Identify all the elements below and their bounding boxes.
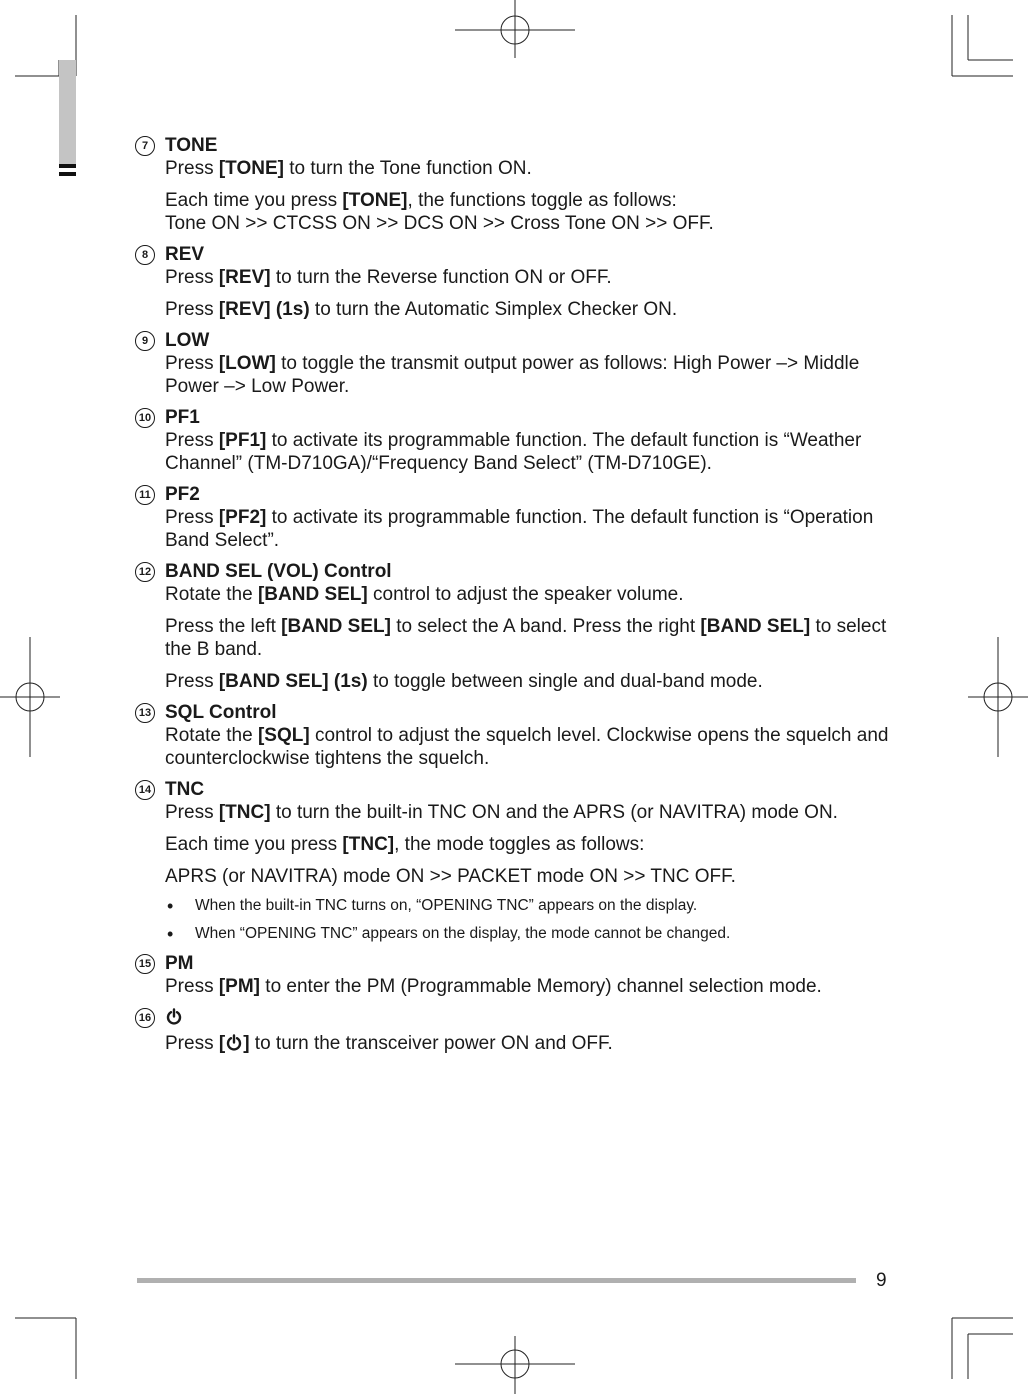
- text-run: Press: [165, 158, 219, 179]
- note-bullet: • When the built-in TNC turns on, “OPENING TNC” appears on the display.: [165, 896, 895, 916]
- item-paragraph: [165, 189, 895, 212]
- text-run: to select the A band. Press the right: [390, 616, 701, 637]
- item-paragraph: [165, 1032, 895, 1058]
- text-run: Tone ON >> CTCSS ON >> DCS ON >> Cross Tone ON >> OFF.: [165, 213, 714, 234]
- text-run: control to adjust the squelch level. Clockwise opens the squelch and counterclockwise tightens the squelch.: [165, 725, 889, 769]
- item-paragraph: [165, 975, 895, 998]
- list-item: [135, 701, 895, 770]
- text-run: Press: [165, 671, 219, 692]
- text-run: Press: [165, 1033, 219, 1054]
- item-number-badge: 14: [135, 780, 155, 800]
- list-item: [135, 778, 895, 944]
- section-tab: [59, 60, 76, 164]
- text-run: Press: [165, 507, 219, 528]
- key-label: [BAND SEL]: [700, 616, 811, 637]
- text-run: to enter the PM (Programmable Memory) channel selection mode.: [260, 976, 822, 997]
- footer-rule: [137, 1278, 856, 1283]
- item-title: LOW: [165, 330, 210, 351]
- text-run: to turn the Reverse function ON or OFF.: [270, 267, 612, 288]
- text-run: to turn the transceiver power ON and OFF.: [249, 1033, 613, 1054]
- key-label: [LOW]: [218, 353, 276, 374]
- item-paragraph: [165, 506, 895, 552]
- text-run: Press: [165, 353, 219, 374]
- text-run: Press the left: [165, 616, 282, 637]
- item-title: SQL Control: [165, 702, 277, 723]
- text-run: APRS (or NAVITRA) mode ON >> PACKET mode ON >> TNC OFF.: [165, 866, 736, 887]
- item-number-badge: 13: [135, 703, 155, 723]
- list-item: [135, 243, 895, 321]
- item-title: BAND SEL (VOL) Control: [165, 561, 392, 582]
- item-paragraph: [165, 724, 895, 770]
- item-paragraph: [165, 157, 895, 180]
- key-label: [BAND SEL]: [257, 584, 368, 605]
- list-item: [135, 329, 895, 398]
- key-label: [PF2]: [218, 507, 267, 528]
- item-title: TNC: [165, 779, 205, 800]
- item-title: REV: [165, 244, 205, 265]
- text-run: to activate its programmable function. The default function is “Weather Channel” (TM-D710GA)/“Frequency Band Select” (TM-D710GE).: [165, 430, 862, 474]
- page-number: 9: [876, 1270, 887, 1291]
- item-paragraph: [165, 833, 895, 856]
- key-label: [TONE]: [218, 158, 284, 179]
- item-paragraph: [165, 801, 895, 824]
- power-icon: [165, 1008, 183, 1032]
- list-item: [135, 560, 895, 693]
- item-paragraph: [165, 865, 895, 888]
- item-paragraph: [165, 298, 895, 321]
- section-tab-mark: [59, 164, 76, 168]
- item-number-badge: 15: [135, 954, 155, 974]
- text-run: to turn the Tone function ON.: [283, 158, 532, 179]
- item-number-badge: 16: [135, 1008, 155, 1028]
- key-label: [TNC]: [218, 802, 271, 823]
- key-label: [SQL]: [257, 725, 310, 746]
- item-title: PF1: [165, 407, 200, 428]
- key-label: [REV] (1s): [218, 299, 310, 320]
- section-tab-mark: [59, 172, 76, 176]
- item-number-badge: 11: [135, 485, 155, 505]
- item-title: [165, 1006, 895, 1032]
- key-label: [TNC]: [342, 834, 395, 855]
- item-number-badge: 8: [135, 245, 155, 265]
- text-run: Each time you press: [165, 190, 343, 211]
- text-run: Press: [165, 430, 219, 451]
- item-number-badge: 12: [135, 562, 155, 582]
- item-paragraph: [165, 670, 895, 693]
- text-run: to activate its programmable function. The default function is “Operation Band Select”.: [165, 507, 874, 551]
- item-title: PF2: [165, 484, 200, 505]
- item-paragraph: [165, 266, 895, 289]
- item-title: TONE: [165, 135, 218, 156]
- key-label: [: [218, 1033, 226, 1054]
- key-label: [PM]: [218, 976, 261, 997]
- text-run: to select the B band.: [165, 616, 887, 660]
- item-paragraph: [165, 212, 895, 235]
- list-item: [135, 406, 895, 475]
- list-item: [135, 1006, 895, 1058]
- list-item: [135, 952, 895, 998]
- text-run: Press: [165, 267, 219, 288]
- text-run: Rotate the: [165, 725, 258, 746]
- text-run: Each time you press: [165, 834, 343, 855]
- item-paragraph: [165, 352, 895, 398]
- item-number-badge: 9: [135, 331, 155, 351]
- text-run: control to adjust the speaker volume.: [367, 584, 684, 605]
- note-bullet: • When “OPENING TNC” appears on the display, the mode cannot be changed.: [165, 924, 895, 944]
- item-title: PM: [165, 953, 194, 974]
- item-paragraph: [165, 615, 895, 661]
- text-run: , the mode toggles as follows:: [394, 834, 645, 855]
- text-run: Press: [165, 976, 219, 997]
- key-label: [PF1]: [218, 430, 267, 451]
- text-run: Rotate the: [165, 584, 258, 605]
- list-item: [135, 134, 895, 235]
- text-run: to turn the Automatic Simplex Checker ON.: [309, 299, 678, 320]
- key-description-list: [135, 134, 895, 1066]
- list-item: [135, 483, 895, 552]
- item-paragraph: [165, 583, 895, 606]
- text-run: to turn the built-in TNC ON and the APRS (or NAVITRA) mode ON.: [270, 802, 838, 823]
- item-number-badge: 10: [135, 408, 155, 428]
- text-run: , the functions toggle as follows:: [407, 190, 677, 211]
- text-run: Press: [165, 802, 219, 823]
- text-run: to toggle the transmit output power as follows: High Power –> Middle Power –> Low Power.: [165, 353, 860, 397]
- item-paragraph: [165, 429, 895, 475]
- item-number-badge: 7: [135, 136, 155, 156]
- text-run: to toggle between single and dual-band mode.: [367, 671, 763, 692]
- power-icon: [225, 1034, 243, 1058]
- key-label: [TONE]: [342, 190, 408, 211]
- key-label: [BAND SEL]: [281, 616, 391, 637]
- key-label: [BAND SEL] (1s): [218, 671, 368, 692]
- text-run: Press: [165, 299, 219, 320]
- key-label: [REV]: [218, 267, 271, 288]
- key-label: ]: [243, 1033, 250, 1054]
